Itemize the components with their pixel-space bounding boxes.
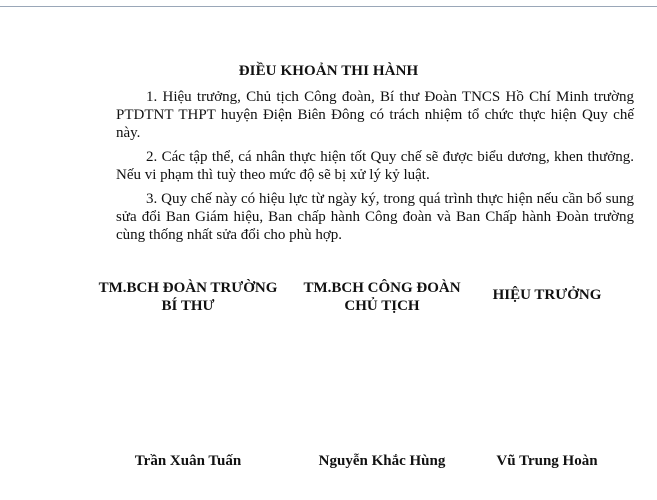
document-title: ĐIỀU KHOẢN THI HÀNH bbox=[238, 63, 419, 79]
document-body bbox=[116, 88, 634, 250]
signer-name-hieu-truong: Vũ Trung Hoàn bbox=[496, 453, 598, 469]
signature-position: CHỦ TỊCH bbox=[344, 298, 420, 314]
signer-name-doan-truong: Trần Xuân Tuấn bbox=[134, 453, 242, 469]
signature-position: HIỆU TRƯỞNG bbox=[492, 287, 602, 303]
signature-block-hieu-truong bbox=[480, 286, 614, 304]
paragraph-2: 2. Các tập thể, cá nhân thực hiện tốt Quy chế sẽ được biểu dương, khen thưởng. Nếu vi phạm thì tuỳ theo mức độ sẽ bị xử lý kỷ luật. bbox=[116, 149, 634, 183]
signature-block-doan-truong bbox=[88, 279, 288, 315]
paragraph-1: 1. Hiệu trưởng, Chủ tịch Công đoàn, Bí thư Đoàn TNCS Hồ Chí Minh trường PTDTNT THPT huyện Điện Biên Đông có trách nhiệm tổ chức thực hiện Quy chế này. bbox=[116, 89, 634, 141]
signer-name-cong-doan: Nguyễn Khắc Hùng bbox=[318, 453, 446, 469]
signature-org: TM.BCH ĐOÀN TRƯỜNG bbox=[98, 280, 278, 296]
paragraph-3: 3. Quy chế này có hiệu lực từ ngày ký, trong quá trình thực hiện nếu cần bổ sung sửa đổi Ban Giám hiệu, Ban chấp hành Công đoàn và Ban Chấp hành Đoàn trường cùng thống nhất sửa đổi cho phù hợp. bbox=[116, 191, 634, 243]
page-top-border bbox=[0, 0, 657, 7]
signature-org: TM.BCH CÔNG ĐOÀN bbox=[303, 280, 461, 296]
signature-position: BÍ THƯ bbox=[161, 298, 215, 314]
signature-block-cong-doan bbox=[291, 279, 473, 315]
